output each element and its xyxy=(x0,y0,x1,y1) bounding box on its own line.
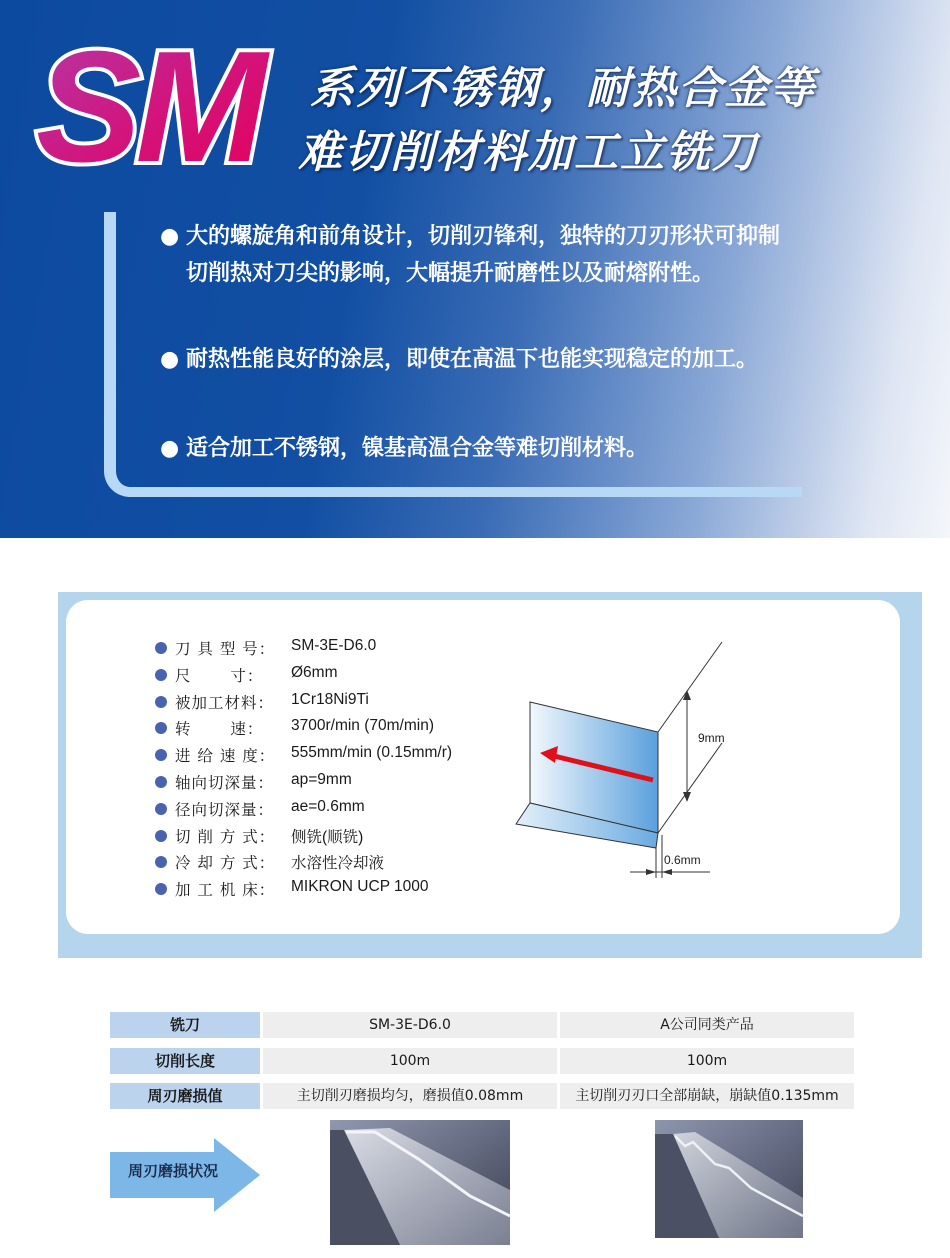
spec-label: 切 削 方 式： xyxy=(175,827,276,846)
spec-value: 1Cr18Ni9Ti xyxy=(291,690,369,708)
bullet-icon xyxy=(155,830,167,842)
spec-value: 水溶性冷却液 xyxy=(291,855,385,873)
depth-label: 9mm xyxy=(698,731,725,745)
spec-value: Ø6mm xyxy=(291,663,338,681)
feature-item xyxy=(160,218,780,292)
competitor-wear-photo xyxy=(655,1120,803,1238)
table-header-competitor: A公司同类产品 xyxy=(560,1012,854,1038)
table-header-cutter: 铣刀 xyxy=(110,1012,260,1038)
spec-label: 尺 寸： xyxy=(175,666,264,685)
spec-label: 加 工 机 床： xyxy=(175,881,276,900)
sm-logo-text: SM xyxy=(36,26,261,186)
spec-value: 3700r/min (70m/min) xyxy=(291,717,434,735)
feature-item xyxy=(160,341,780,378)
spec-label: 转 速： xyxy=(175,720,264,739)
bullet-icon: ● xyxy=(160,224,180,249)
spec-value: MIKRON UCP 1000 xyxy=(291,878,429,896)
spec-value: 555mm/min (0.15mm/r) xyxy=(291,744,453,762)
spec-value: SM-3E-D6.0 xyxy=(291,637,377,654)
table-cell: 主切削刃刃口全部崩缺，崩缺值0.135mm xyxy=(560,1083,854,1109)
spec-label: 冷 却 方 式： xyxy=(175,854,276,873)
bullet-icon xyxy=(155,776,167,788)
sm-wear-photo xyxy=(330,1120,510,1245)
bullet-icon: ● xyxy=(160,436,180,461)
wear-status-label: 周刃磨损状况 xyxy=(127,1162,218,1180)
feature-text: 适合加工不锈钢，镍基高温合金等难切削材料。 xyxy=(186,436,649,461)
table-cell: 100m xyxy=(263,1048,557,1074)
sm-logo xyxy=(28,26,298,186)
title-line-1: 系列不锈钢，耐热合金等 xyxy=(310,63,816,114)
feature-text: 大的螺旋角和前角设计，切削刃锋利，独特的刀刃形状可抑制切削热对刀尖的影响，大幅提升耐磨性以及耐熔附性。 xyxy=(186,224,781,286)
bullet-icon: ● xyxy=(160,347,180,372)
title-line-2: 难切削材料加工立铣刀 xyxy=(298,127,758,178)
spec-label: 轴向切深量： xyxy=(175,774,275,792)
table-cell: 100m xyxy=(560,1048,854,1074)
feature-text: 耐热性能良好的涂层，即使在高温下也能实现稳定的加工。 xyxy=(186,347,759,372)
spec-value: ap=9mm xyxy=(291,771,352,788)
spec-label: 被加工材料： xyxy=(175,693,275,712)
spec-label: 刀 具 型 号： xyxy=(175,640,276,658)
spec-label: 进 给 速 度： xyxy=(175,747,276,766)
cutting-diagram xyxy=(500,630,740,890)
bullet-icon xyxy=(155,696,167,708)
table-row-label: 切削长度 xyxy=(110,1048,260,1074)
feature-item xyxy=(160,430,780,467)
spec-label: 径向切深量： xyxy=(175,800,275,819)
table-row-label: 周刃磨损值 xyxy=(110,1083,260,1109)
spec-value: ae=0.6mm xyxy=(291,797,365,815)
header-banner xyxy=(0,0,950,538)
spec-value: 侧铣(顺铣) xyxy=(291,828,364,846)
bullet-icon xyxy=(155,803,167,815)
table-cell: 主切削刃磨损均匀，磨损值0.08mm xyxy=(263,1083,557,1109)
table-header-sm: SM-3E-D6.0 xyxy=(263,1012,557,1038)
bullet-icon xyxy=(155,669,167,681)
bullet-icon xyxy=(155,642,167,654)
width-label: 0.6mm xyxy=(664,853,701,867)
